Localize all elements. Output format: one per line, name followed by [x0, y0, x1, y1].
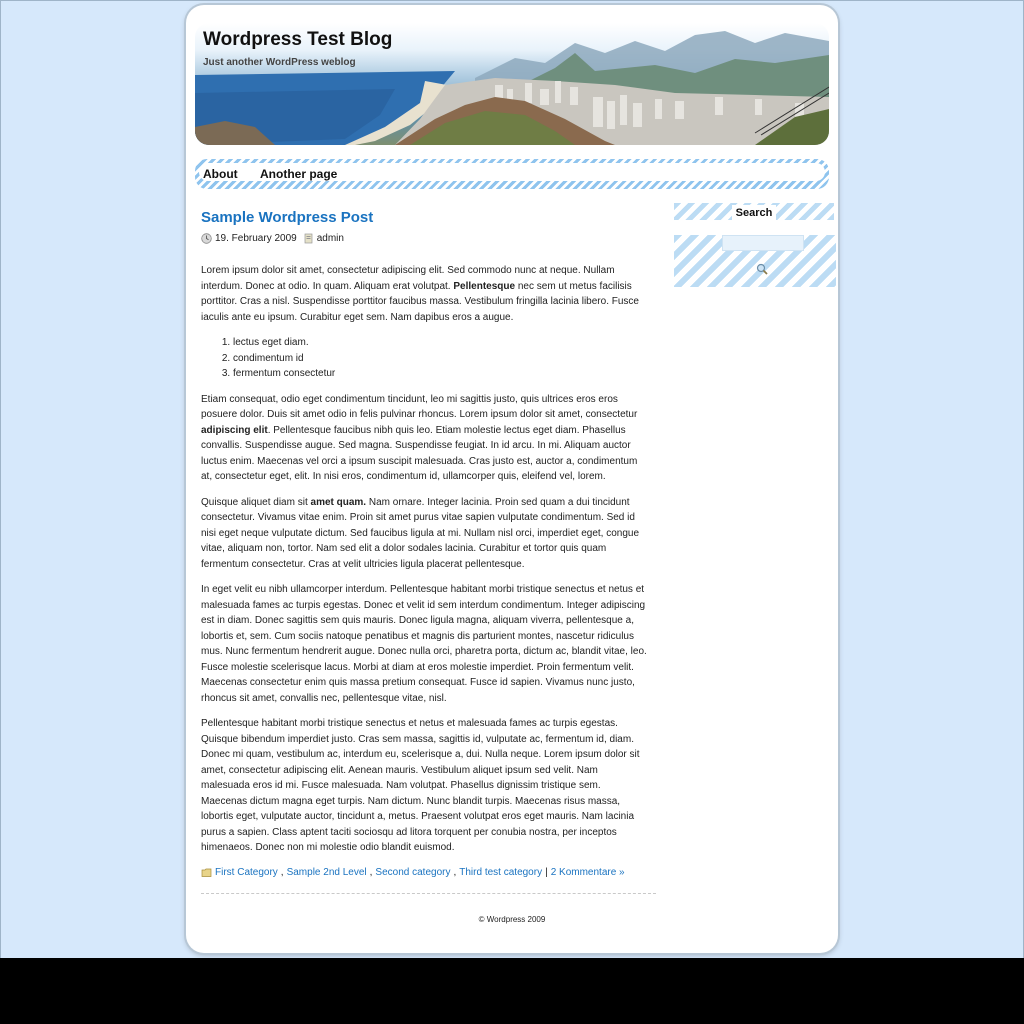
page-container — [186, 5, 838, 953]
post-content — [201, 263, 648, 866]
post-paragraph: Pellentesque habitant morbi tristique senectus et netus et malesuada fames ac turpis egestas. Quisque bibendum imperdiet justo. Cras sem massa, sagittis id, vulputate ac, fermentum id, diam. Donec mi quam, vestibulum ac, interdum eu, scelerisque a, dui. Nulla neque. Lorem ipsum dolor sit amet, consectetur adipiscing elit. Aenean mauris. Vestibulum aliquet ipsum sed velit. Nam malesuada eros id mi. Fusce malesuada. Nam volutpat. Phasellus dignissim tristique sem. Maecenas dictum magna eget turpis. Nam dictum. Nunc blandit turpis. Maecenas risus massa, lobortis eget, vulputate auctor, tincidunt a, metus. Praesent volutpat eros eget mauris. Nam lacinia purus a sapien. Class aptent taciti sociosqu ad litora torquent per conubia nostra, per inceptos himenaeos. Donec non mi molestie odio blandit euismod. — [201, 718, 640, 853]
nav-inner — [199, 163, 825, 181]
search-input[interactable] — [722, 235, 804, 251]
category-link[interactable]: Third test category — [459, 867, 543, 878]
category-link[interactable]: Sample 2nd Level — [286, 867, 367, 878]
post-divider — [201, 893, 656, 894]
list-item: 1. lectus eget diam. — [233, 335, 648, 351]
nav-item-another-page[interactable]: Another page — [260, 167, 338, 181]
post-list — [201, 335, 648, 382]
post-title[interactable]: Sample Wordpress Post — [201, 209, 374, 226]
post-meta — [201, 233, 344, 244]
bottom-black-bar — [0, 958, 1024, 1024]
folder-icon — [201, 867, 212, 878]
search-icon[interactable] — [756, 263, 768, 275]
user-icon — [303, 233, 314, 244]
post-paragraph: In eget velit eu nibh ullamcorper interdum. Pellentesque habitant morbi tristique senectus et netus et malesuada fames ac turpis egestas. Donec et velit id sem interdum condimentum. Integer adipiscing est in diam. Donec sagittis sem quis mauris. Donec ligula magna, aliquam viverra, pellentesque a, lobortis et, sem. Cum sociis natoque penatibus et magnis dis parturient montes, nascetur ridiculus mus. Nunc fermentum hendrerit augue. Donec nulla orci, pharetra porta, dictum ac, blandit vitae, leo. Fusce molestie scelerisque lacus. Morbi at diam at eros molestie imperdiet. Proin fermentum velit. Maecenas consectetur enim quis massa pretium consequat. Fusce id sapien. Vivamus nunc justo, rhoncus sit amet, convallis nec, pellentesque vitae, nisl. — [201, 584, 647, 704]
search-widget-header — [674, 203, 834, 220]
main-navigation — [195, 159, 829, 189]
comments-link[interactable]: 2 Kommentare » — [550, 867, 625, 878]
category-link[interactable]: Second category — [375, 867, 451, 878]
list-item: 2. condimentum id — [233, 351, 648, 367]
post-author: admin — [316, 233, 344, 244]
post-paragraph: Lorem ipsum dolor sit amet, consectetur adipiscing elit. Sed commodo nunc at neque. Nullam interdum. Donec at odio. In quam. Aliquam erat volutpat. Pellentesque nec sem ut metus facilisis porttitor. Cras a nisl. Suspendisse porttitor faucibus massa. Vestibulum fringilla lacinia libero. Fusce iaculis ante eu ipsum. Curabitur eget sem. Nam dapibus eros a augue. — [201, 265, 639, 323]
post-date: 19. February 2009 — [215, 233, 297, 244]
post-paragraph: Etiam consequat, odio eget condimentum tincidunt, leo mi sagittis justo, quis ultrices eros eros posuere dolor. Duis sit amet odio in felis pulvinar rhoncus. Lorem ipsum dolor sit amet, consectetur adipiscing elit. Pellentesque faucibus nibh quis leo. Etiam molestie lectus eget diam. Phasellus convallis. Suspendisse augue. Sed magna. Suspendisse feugiat. In id arcu. In mi. Aliquam auctor luctus enim. Maecenas vel orci a ipsum suscipit malesuada. Cras justo est, auctor a, condimentum at, consectetur eget, elit. In nisi eros, condimentum id, ullamcorper quis, eleifend vel, lorem. — [201, 393, 638, 482]
post-paragraph: Quisque aliquet diam sit amet quam. Nam ornare. Integer lacinia. Proin sed quam a dui tincidunt consectetur. Vivamus vitae enim. Proin sit amet purus vitae sapien vulputate condimentum. Sed id nisi eget neque vulputate dictum. Sed faucibus ligula at mi. Nullam nisl orci, imperdiet eget, congue vitae, aliquam non, tortor. Nam sed elit a dolor sodales lacinia. Curabitur et tortor quis quam fermentum consectetur. Cras at velit ultricies ligula placerat pellentesque. — [201, 496, 640, 570]
search-widget — [674, 235, 836, 287]
category-link[interactable]: First Category — [215, 867, 278, 878]
search-widget-title: Search — [732, 205, 777, 222]
page-footer: © Wordpress 2009 — [478, 915, 546, 924]
nav-item-about[interactable]: About — [203, 167, 238, 181]
site-title[interactable]: Wordpress Test Blog — [203, 29, 393, 50]
header-banner — [195, 23, 829, 145]
post-footer-meta: First Category , Sample 2nd Level , Second category , Third test category | 2 Kommentare » — [201, 867, 625, 878]
site-description: Just another WordPress weblog — [203, 57, 356, 68]
clock-icon — [201, 233, 212, 244]
list-item: 3. fermentum consectetur — [233, 366, 648, 382]
